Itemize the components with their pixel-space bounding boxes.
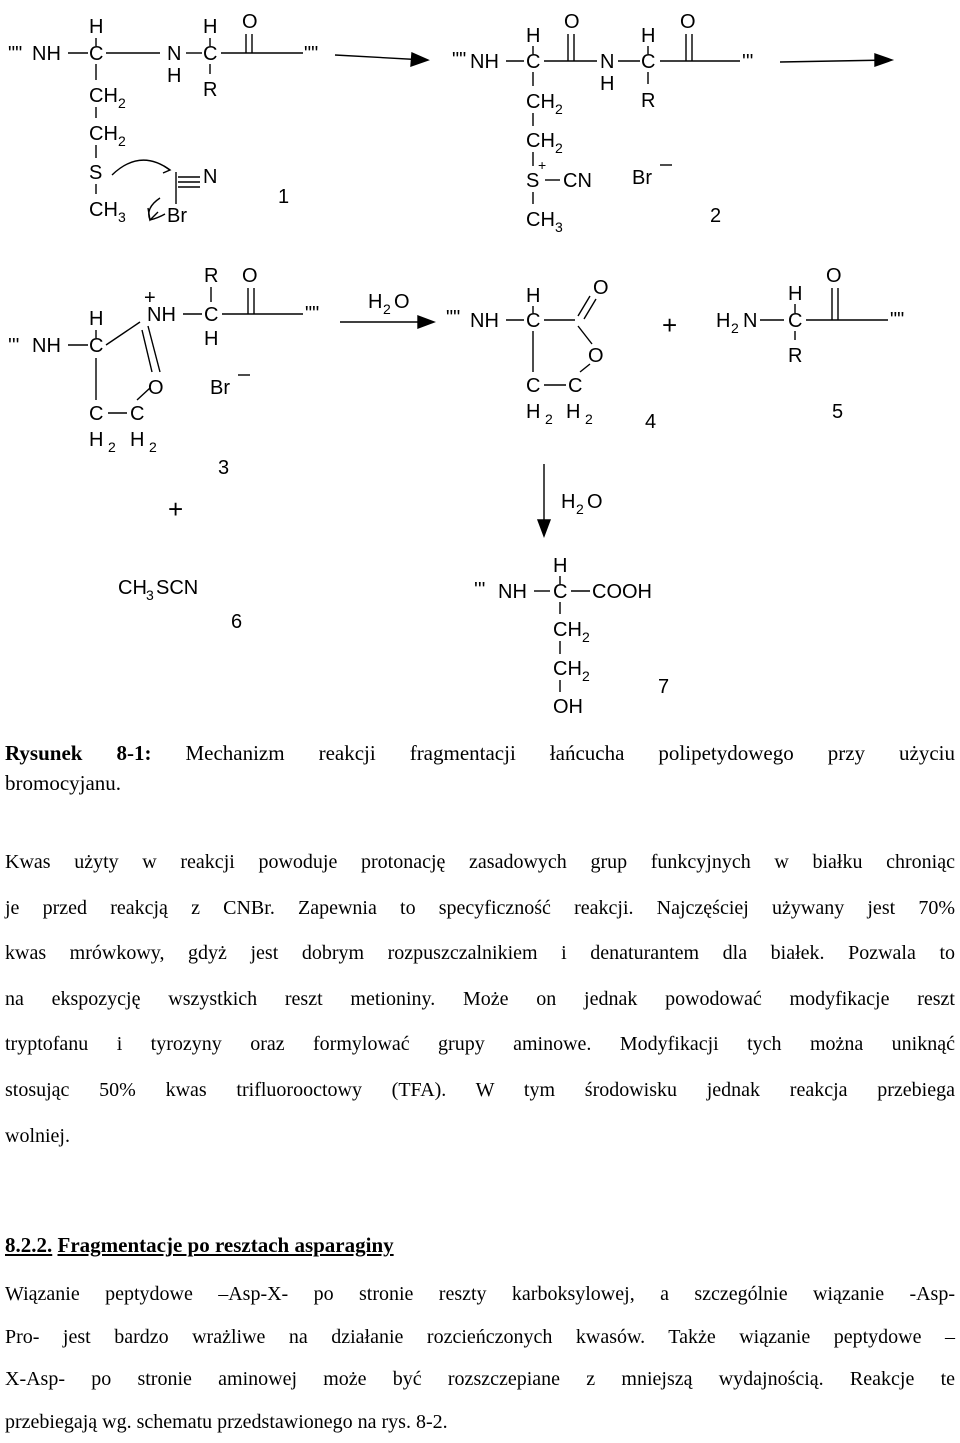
caption-text-line2: bromocyjanu. (5, 768, 955, 798)
atom-label: O (587, 491, 603, 513)
reaction-arrow (780, 54, 892, 66)
atom-s-plus: S (526, 170, 539, 192)
atom-br-anion: Br (632, 167, 652, 189)
atom-r: R (641, 90, 655, 112)
atom-h: H (788, 283, 802, 305)
atom-c: C (204, 304, 218, 326)
paragraph-line: na ekspozycję wszystkich reszt metioniny. Może on jednak powodować modyfikacje reszt (5, 977, 955, 1023)
atom-r: R (788, 345, 802, 367)
atom-c: C (788, 310, 802, 332)
end-quote-left: ''' (8, 335, 19, 357)
atom-c: C (553, 581, 567, 603)
compound-number-7: 7 (658, 676, 669, 698)
atom-label: H (561, 491, 575, 513)
atom-label: H (368, 291, 382, 313)
end-quote-left: "" (8, 43, 22, 65)
atom-o-ring: O (588, 345, 604, 367)
group-cooh: COOH (592, 581, 652, 603)
plus-charge: + (538, 157, 546, 173)
atom-c-ring: C (526, 375, 540, 397)
compound-7-homoserine (474, 555, 669, 718)
atom-label: O (394, 291, 410, 313)
atom-h2: H (130, 429, 144, 451)
atom-h: H (526, 285, 540, 307)
atom-o: O (564, 11, 580, 33)
compound-number-2: 2 (710, 205, 721, 227)
atom-h-amide: H (600, 73, 614, 95)
atom-c-alpha: C (526, 51, 540, 73)
paragraph-line: Kwas użyty w reakcji powoduje protonację zasadowych grup funkcyjnych w białku chroniąc (5, 840, 955, 886)
atom-label: 3 (118, 209, 126, 225)
atom-c-alpha: C (89, 43, 103, 65)
reaction-arrow (335, 53, 428, 66)
atom-label: 2 (118, 133, 126, 149)
paragraph-line: je przed reakcją z CNBr. Zapewnia to specyficzność reakcji. Najczęściej używany jest 70% (5, 886, 955, 932)
atom-c: C (641, 51, 655, 73)
compound-number-3: 3 (218, 457, 229, 479)
atom-h: H (526, 25, 540, 47)
compound-number-4: 4 (645, 411, 656, 433)
atom-ch2: CH (526, 91, 555, 113)
atom-label: 2 (576, 501, 584, 517)
reaction-arrow (340, 316, 434, 328)
paragraph-line: Pro- jest bardzo wrażliwe na działanie rozcieńczonych kwasów. Także wiązanie peptydowe – (5, 1316, 955, 1359)
compound-1-methionine-peptide (8, 11, 318, 227)
atom-ch2: CH (553, 619, 582, 641)
atom-h2: H (566, 401, 580, 423)
plus-charge: + (144, 287, 156, 309)
end-quote-right: "" (304, 43, 318, 65)
atom-o: O (242, 11, 258, 33)
atom-ch2: CH (553, 658, 582, 680)
end-quote-right: "" (890, 309, 904, 331)
compound-6-methyl-thiocyanate (118, 577, 242, 633)
atom-nh: NH (32, 43, 61, 65)
caption-text-line1: Mechanizm reakcji fragmentacji łańcucha polipetydowego przy użyciu (185, 741, 955, 765)
atom-nh: NH (32, 335, 61, 357)
atom-label: 2 (545, 411, 553, 427)
atom-label: SCN (156, 577, 198, 599)
atom-c: C (89, 335, 103, 357)
atom-label: 3 (555, 219, 563, 235)
atom-ch2: CH (526, 130, 555, 152)
compound-number-5: 5 (832, 401, 843, 423)
group-oh: OH (553, 696, 583, 718)
atom-r: R (204, 265, 218, 287)
compound-5-amine-fragment (716, 265, 904, 423)
atom-h: H (89, 16, 103, 38)
water-reagent (368, 291, 410, 317)
atom-c: C (526, 310, 540, 332)
paragraph-line: X-Asp- po stronie aminowej może być rozszczepiane z mniejszą wydajnością. Reakcje te (5, 1358, 955, 1401)
end-quote-left: "" (452, 49, 466, 71)
atom-br-anion: Br (210, 377, 230, 399)
atom-br: Br (167, 205, 187, 227)
paragraph-line: tryptofanu i tyrozyny oraz formylować grupy aminowe. Modyfikacji tych można uniknąć (5, 1022, 955, 1068)
atom-label: 2 (582, 629, 590, 645)
atom-nh-plus: NH (147, 304, 176, 326)
paragraph-cnbr-acid (5, 840, 955, 1159)
atom-label: 2 (585, 411, 593, 427)
atom-label: 3 (146, 587, 154, 603)
atom-o-carbonyl: O (593, 277, 609, 299)
atom-ch2: CH (89, 123, 118, 145)
atom-n-cyanide: N (203, 166, 217, 188)
compound-4-homoserine-lactone (446, 277, 656, 433)
plus-sign: + (168, 494, 183, 524)
paragraph-line: stosując 50% kwas trifluorooctowy (TFA). W tym środowisku jednak reakcja przebiega (5, 1068, 955, 1114)
group-cn: CN (563, 170, 592, 192)
end-quote-left: "" (446, 307, 460, 329)
atom-o-ring: O (148, 377, 164, 399)
atom-label: 2 (383, 301, 391, 317)
atom-nh: NH (498, 581, 527, 603)
atom-o: O (826, 265, 842, 287)
atom-c-ring: C (568, 375, 582, 397)
end-quote-right: ''' (742, 51, 753, 73)
atom-h: H (641, 25, 655, 47)
section-heading (5, 1233, 394, 1258)
caption-label: Rysunek 8-1: (5, 741, 151, 765)
atom-h: H (204, 328, 218, 350)
reaction-arrow-down (538, 464, 603, 536)
section-number: 8.2.2. (5, 1233, 52, 1257)
atom-c: C (203, 43, 217, 65)
atom-o: O (680, 11, 696, 33)
atom-h: H (203, 16, 217, 38)
atom-c-ring: C (130, 403, 144, 425)
atom-label: 2 (582, 668, 590, 684)
section-title: Fragmentacje po resztach asparaginy (58, 1233, 394, 1257)
atom-h: H (89, 308, 103, 330)
paragraph-line: kwas mrówkowy, gdyż jest dobrym rozpuszczalnikiem i denaturantem dla białek. Pozwala to (5, 931, 955, 977)
atom-s: S (89, 162, 102, 184)
figure-caption (5, 738, 955, 798)
atom-o: O (242, 265, 258, 287)
atom-c-ring: C (89, 403, 103, 425)
atom-ch3: CH (89, 199, 118, 221)
paragraph-line: przebiegają wg. schematu przedstawionego na rys. 8-2. (5, 1401, 955, 1443)
atom-h2: H (526, 401, 540, 423)
paragraph-line: wolniej. (5, 1114, 955, 1160)
atom-nh: NH (470, 310, 499, 332)
atom-label: 2 (149, 439, 157, 455)
compound-number-1: 1 (278, 186, 289, 208)
atom-ch3: CH (526, 209, 555, 231)
atom-h-amide: H (167, 65, 181, 87)
atom-label: 2 (118, 95, 126, 111)
atom-label: 2 (108, 439, 116, 455)
atom-r: R (203, 79, 217, 101)
compound-2-sulfonium (452, 11, 753, 235)
atom-ch2: CH (89, 85, 118, 107)
paragraph-line: Wiązanie peptydowe –Asp-X- po stronie reszty karboksylowej, a szczególnie wiązanie -Asp- (5, 1273, 955, 1316)
paragraph-asparagine (5, 1273, 955, 1443)
compound-number-6: 6 (231, 611, 242, 633)
atom-label: 2 (731, 320, 739, 336)
compound-3-iminolactone (8, 265, 319, 479)
end-quote-left: ''' (474, 579, 485, 601)
atom-label: 2 (555, 101, 563, 117)
atom-label: CH (118, 577, 147, 599)
atom-h2: H (89, 429, 103, 451)
plus-sign: + (662, 310, 677, 340)
atom-label: H (716, 310, 730, 332)
atom-nh: NH (470, 51, 499, 73)
atom-n: N (743, 310, 757, 332)
end-quote-right: "" (305, 303, 319, 325)
atom-label: 2 (555, 140, 563, 156)
atom-n: N (600, 51, 614, 73)
atom-n: N (167, 43, 181, 65)
atom-h: H (553, 555, 567, 577)
